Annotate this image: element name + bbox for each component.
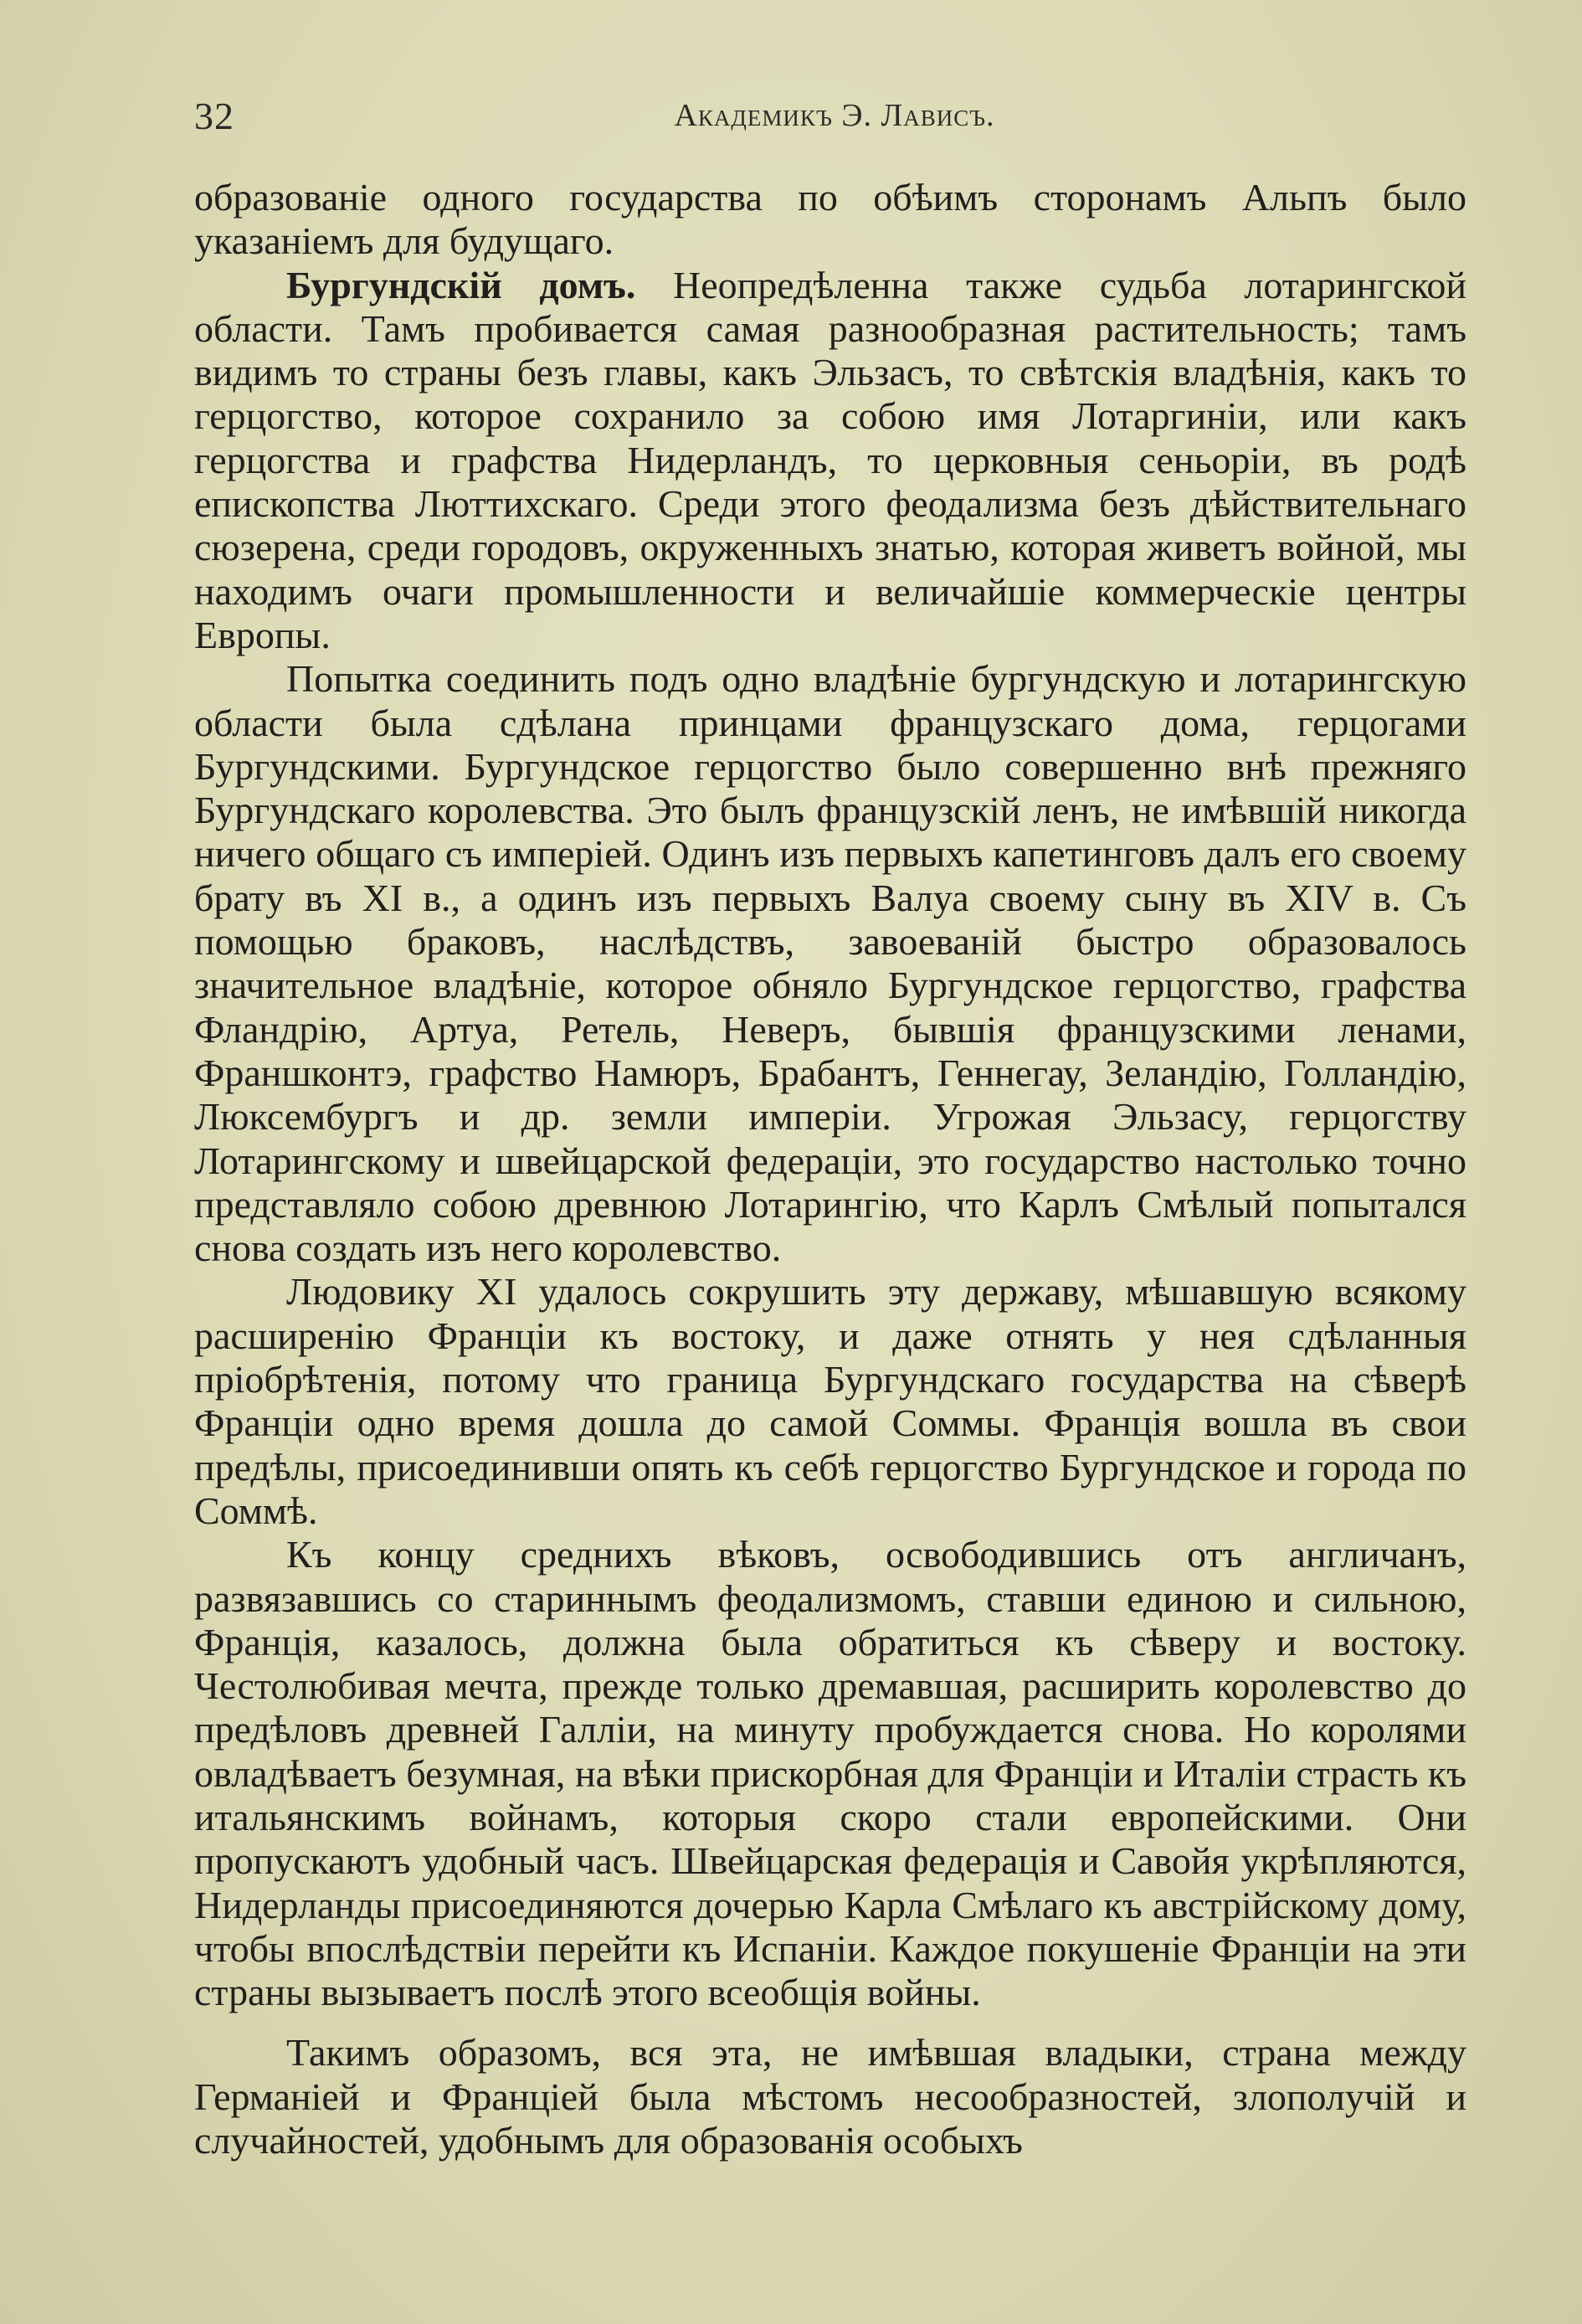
paragraph-text: Людовику XI удалось сокрушить эту державу, мѣшавшую всякому расширенію Франціи къ востоку, и даже отнять у нея сдѣланныя пріобрѣтенія, потому что граница Бургундскаго государства на сѣверѣ Франціи одно время дошла до самой Соммы. Франція вошла въ свои предѣлы, присоединивши опять къ себѣ герцогство Бургундское и города по Соммѣ. (194, 1270, 1466, 1532)
section-lead-in: Бургундскій домъ. (286, 263, 636, 306)
body-text (194, 176, 1466, 2162)
running-title: Академикъ Э. Лависъ. (674, 98, 995, 133)
paragraph-text: Такимъ образомъ, вся эта, не имѣвшая владыки, страна между Германіей и Франціей была мѣстомъ несообразностей, злополучій и случайностей, удобнымъ для образованія особыхъ (194, 2031, 1466, 2162)
paragraph (194, 1270, 1466, 1533)
paragraph-text: образованіе одного государства по обѣимъ сторонамъ Альпъ было указаніемъ для будущаго. (194, 176, 1466, 263)
paragraph-text: Попытка соединить подъ одно владѣніе бургундскую и лотарингскую области была сдѣлана принцами французскаго дома, герцогами Бургундскими. Бургундское герцогство было совершенно внѣ прежняго Бургундскаго королевства. Это былъ французскій ленъ, не имѣвшій никогда ничего общаго съ имперіей. Одинъ изъ первыхъ капетинговъ далъ его своему брату въ XI в., а одинъ изъ первыхъ Валуа своему сыну въ XIV в. Съ помощью браковъ, наслѣдствъ, завоеваній быстро образовалось значительное владѣніе, которое обняло Бургундское герцогство, графства Фландрію, Артуа, Ретель, Неверъ, бывшія французскими ленами, Франшконтэ, графство Намюръ, Брабантъ, Геннегау, Зеландію, Голландію, Люксембургъ и др. земли имперіи. Угрожая Эльзасу, герцогству Лотарингскому и швейцарской федераціи, это государство настолько точно представляло собою древнюю Лотарингію, что Карлъ Смѣлый попытался снова создать изъ него королевство. (194, 657, 1466, 1270)
paragraph (194, 657, 1466, 1270)
page-number: 32 (194, 95, 234, 137)
paragraph-text: Неопредѣленна также судьба лотарингской области. Тамъ пробивается самая разнообразная растительность; тамъ видимъ то страны безъ главы, какъ Эльзасъ, то свѣтскія владѣнія, какъ то герцогство, которое сохранило за собою имя Лотаргиніи, или какъ герцогства и графства Нидерландъ, то церковныя сеньоріи, въ родѣ епископства Люттихскаго. Среди этого феодализма безъ дѣйствительнаго сюзерена, среди городовъ, окруженныхъ знатью, которая живетъ войной, мы находимъ очаги промышленности и величайшіе коммерческіе центры Европы. (194, 263, 1466, 656)
running-head (194, 94, 1475, 144)
paragraph (194, 2031, 1466, 2162)
paragraph (194, 264, 1466, 658)
paragraph (194, 176, 1466, 264)
paragraph-text: Къ концу среднихъ вѣковъ, освободившись отъ англичанъ, развязавшись со стариннымъ феодализмомъ, ставши единою и сильною, Франція, казалось, должна была обратиться къ сѣверу и востоку. Честолюбивая мечта, прежде только дремавшая, расширить королевство до предѣловъ древней Галліи, на минуту пробуждается снова. Но королями овладѣваетъ безумная, на вѣки прискорбная для Франціи и Италіи страсть къ итальянскимъ войнамъ, которыя скоро стали европейскими. Они пропускаютъ удобный часъ. Швейцарская федерація и Савойя укрѣпляются, Нидерланды присоединяются дочерью Карла Смѣлаго къ австрійскому дому, чтобы впослѣдствіи перейти къ Испаніи. Каждое покушеніе Франціи на эти страны вызываетъ послѣ этого всеобщія войны. (194, 1533, 1466, 2014)
paragraph (194, 1533, 1466, 2014)
